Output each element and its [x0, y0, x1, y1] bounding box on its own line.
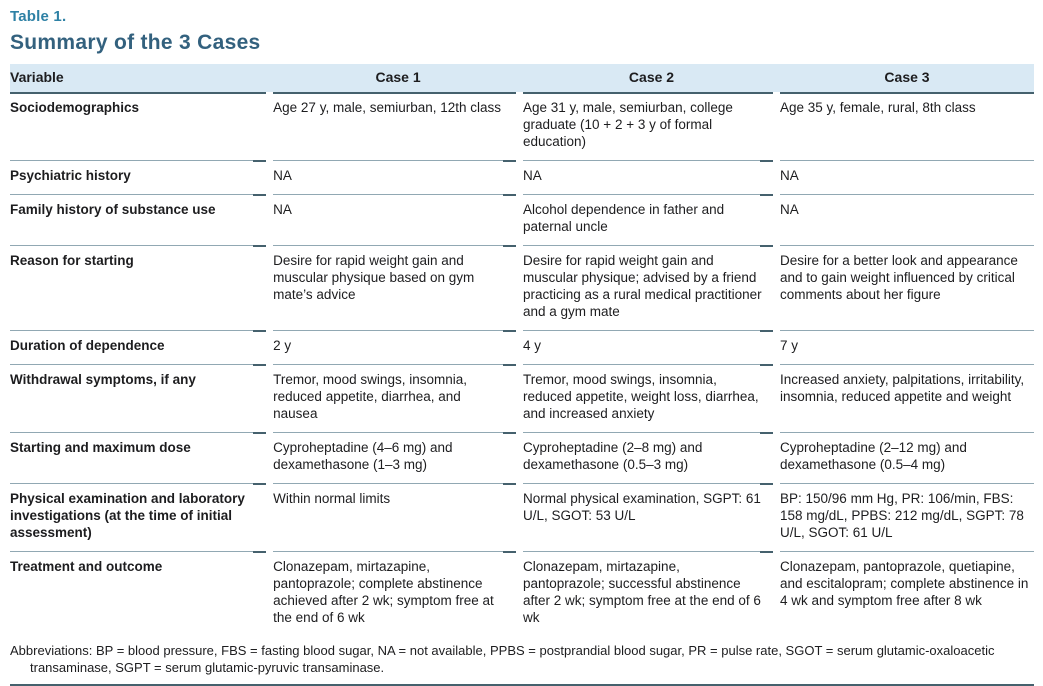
variable-cell: Duration of dependence — [10, 330, 273, 364]
variable-cell: Treatment and outcome — [10, 551, 273, 636]
cases-table — [10, 64, 1034, 636]
abbreviations-footnote: Abbreviations: BP = blood pressure, FBS = fasting blood sugar, NA = not available, PPBS = postprandial blood sugar, PR = pulse rate, SGOT = serum glutamic-oxaloacetic transaminase, SGPT = serum glutamic-pyruvic transaminase. — [10, 643, 1034, 686]
table-row — [10, 364, 1034, 432]
column-header-case3: Case 3 — [780, 64, 1034, 92]
table-row — [10, 330, 1034, 364]
case1-cell: Age 27 y, male, semiurban, 12th class — [273, 100, 502, 115]
case2-cell: Cyproheptadine (2–8 mg) and dexamethasone (0.5–3 mg) — [523, 432, 780, 483]
case3-cell: 7 y — [780, 330, 1034, 364]
variable-cell: Physical examination and laboratory investigations (at the time of initial assessment) — [10, 483, 273, 551]
case1-cell: NA — [273, 194, 523, 245]
case1-cell: Cyproheptadine (4–6 mg) and dexamethasone (1–3 mg) — [273, 432, 523, 483]
variable-cell: Reason for starting — [10, 245, 273, 330]
case3-cell: Desire for a better look and appearance and to gain weight influenced by critical comments about her figure — [780, 245, 1034, 330]
case1-cell: Clonazepam, mirtazapine, pantoprazole; complete abstinence achieved after 2 wk; symptom free at the end of 6 wk — [273, 551, 523, 636]
variable-cell: Sociodemographics — [10, 100, 140, 115]
case3-cell: NA — [780, 160, 1034, 194]
table-row — [10, 551, 1034, 636]
column-header-case1: Case 1 — [273, 64, 523, 92]
table-row — [10, 245, 1034, 330]
variable-cell: Family history of substance use — [10, 194, 273, 245]
table-label: Table 1. — [10, 8, 67, 25]
case3-cell: Increased anxiety, palpitations, irritability, insomnia, reduced appetite and weight — [780, 364, 1034, 432]
case1-cell: Desire for rapid weight gain and muscular physique based on gym mate’s advice — [273, 245, 523, 330]
table-row — [10, 194, 1034, 245]
table-row — [10, 160, 1034, 194]
case1-cell: Within normal limits — [273, 483, 523, 551]
case2-cell: Tremor, mood swings, insomnia, reduced appetite, weight loss, diarrhea, and increased anxiety — [523, 364, 780, 432]
case3-cell: Cyproheptadine (2–12 mg) and dexamethasone (0.5–4 mg) — [780, 432, 1034, 483]
column-header-variable: Variable — [10, 64, 273, 92]
column-header-case2: Case 2 — [523, 64, 780, 92]
case2-cell: Normal physical examination, SGPT: 61 U/L, SGOT: 53 U/L — [523, 483, 780, 551]
case3-cell: Age 35 y, female, rural, 8th class — [780, 100, 976, 115]
table-header-row — [10, 64, 1034, 92]
case2-cell: Alcohol dependence in father and paternal uncle — [523, 194, 780, 245]
variable-cell: Starting and maximum dose — [10, 432, 273, 483]
case1-cell: NA — [273, 160, 523, 194]
case2-cell: 4 y — [523, 330, 780, 364]
case2-cell: Age 31 y, male, semiurban, college graduate (10 + 2 + 3 y of formal education) — [523, 100, 733, 149]
case2-cell: Clonazepam, mirtazapine, pantoprazole; successful abstinence after 2 wk; symptom free at the end of 6 wk — [523, 551, 780, 636]
case1-cell: Tremor, mood swings, insomnia, reduced appetite, diarrhea, and nausea — [273, 364, 523, 432]
case3-cell: NA — [780, 194, 1034, 245]
case2-cell: Desire for rapid weight gain and muscular physique; advised by a friend practicing as a rural medical practitioner and a gym mate — [523, 245, 780, 330]
case1-cell: 2 y — [273, 330, 523, 364]
table-row — [10, 483, 1034, 551]
table-body — [10, 92, 1034, 636]
case3-cell: BP: 150/96 mm Hg, PR: 106/min, FBS: 158 mg/dL, PPBS: 212 mg/dL, SGPT: 78 U/L, SGOT: 61 U/L — [780, 483, 1034, 551]
case2-cell: NA — [523, 160, 780, 194]
case3-cell: Clonazepam, pantoprazole, quetiapine, and escitalopram; complete abstinence in 4 wk and symptom free after 8 wk — [780, 551, 1034, 636]
table-header — [10, 64, 1034, 92]
variable-cell: Psychiatric history — [10, 160, 273, 194]
variable-cell: Withdrawal symptoms, if any — [10, 364, 273, 432]
table-row — [10, 92, 1034, 160]
table-title: Summary of the 3 Cases — [10, 31, 261, 54]
table-row — [10, 432, 1034, 483]
